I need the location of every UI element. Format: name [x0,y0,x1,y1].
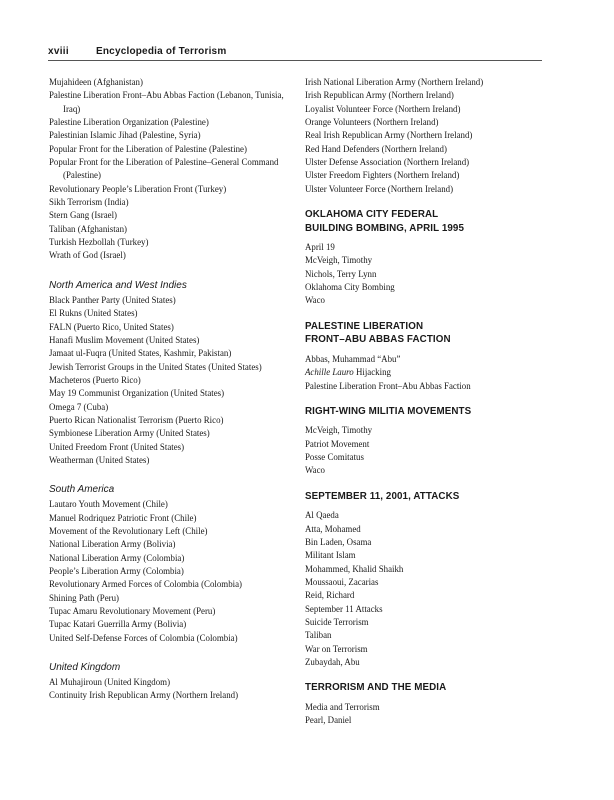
list-item: Wrath of God (Israel) [49,250,126,261]
list-item: National Liberation Army (Colombia) [49,552,185,563]
list-item: United Freedom Front (United States) [49,441,185,452]
list-item: Pearl, Daniel [305,715,352,726]
list-item: Continuity Irish Republican Army (Northern Ireland) [49,690,239,701]
running-header [48,44,542,60]
list-item: Ulster Defense Association (Northern Ireland) [305,157,470,168]
list-item: Al Muhajiroun (United Kingdom) [49,677,171,688]
list-item: Turkish Hezbollah (Turkey) [49,237,149,248]
list-item: September 11 Attacks [305,603,383,614]
list-item: Palestine Liberation Organization (Palestine) [49,117,209,128]
list-item: Suicide Terrorism [305,616,369,627]
list-item: Puerto Rican Nationalist Terrorism (Puerto Rico) [49,414,224,425]
list-item: National Liberation Army (Bolivia) [49,539,176,550]
italic-title: Achille Lauro [305,367,354,378]
list-item: Palestine Liberation Front–Abu Abbas Faction [305,380,471,391]
list-item: Irish National Liberation Army (Northern Ireland) [305,77,484,87]
list-item: Posse Comitatus [305,452,364,463]
list-item: Symbionese Liberation Army (United States) [49,428,210,439]
list-item: Popular Front for the Liberation of Palestine–General Command (Palestine) [49,157,279,181]
list-item: Black Panther Party (United States) [49,294,176,305]
section-heading-line: PALESTINE LIBERATION [305,320,424,332]
list-item: Patriot Movement [305,438,370,449]
section-heading [305,320,545,347]
region-subheading: North America and West Indies [49,279,187,291]
book-title: Encyclopedia of Terrorism [96,46,227,57]
section-heading-line: RIGHT-WING MILITIA MOVEMENTS [305,405,472,417]
list-item: Jewish Terrorist Groups in the United States (United States) [49,361,262,372]
list-item: Ulster Volunteer Force (Northern Ireland) [305,183,454,194]
list-item: Tupac Katari Guerrilla Army (Bolivia) [49,619,187,630]
list-item: People’s Liberation Army (Colombia) [49,566,184,576]
list-item: Sikh Terrorism (India) [49,197,129,208]
list-item: Manuel Rodriquez Patriotic Front (Chile) [49,512,197,523]
section-heading-line: TERRORISM AND THE MEDIA [305,682,447,694]
section-heading [305,208,545,235]
list-item: Palestinian Islamic Jihad (Palestine, Syria) [49,130,201,141]
section-heading [305,405,545,419]
list-item: Ulster Freedom Fighters (Northern Ireland) [305,170,460,181]
list-item: Tupac Amaru Revolutionary Movement (Peru) [49,606,216,617]
list-item: Weatherman (United States) [49,454,150,465]
region-subheading: South America [49,484,115,496]
list-item: Taliban (Afghanistan) [49,223,127,234]
list-item: Red Hand Defenders (Northern Ireland) [305,143,447,154]
section-heading-line: OKLAHOMA CITY FEDERAL [305,209,439,221]
list-item: Omega 7 (Cuba) [49,401,109,412]
right-column [305,76,545,728]
list-item: Moussaoui, Zacarias [305,576,379,587]
list-item: Atta, Mohamed [305,523,361,534]
list-item: McVeigh, Timothy [305,255,373,266]
list-item: War on Terrorism [305,643,368,654]
list-item: Waco [305,295,325,306]
list-item: Lautaro Youth Movement (Chile) [49,499,168,510]
list-item: Hanafi Muslim Movement (United States) [49,334,200,345]
section-heading-line: FRONT–ABU ABBAS FACTION [305,334,451,346]
list-item: Al Qaeda [305,510,339,521]
section-heading-line: BUILDING BOMBING, APRIL 1995 [305,222,465,234]
section-heading-line: SEPTEMBER 11, 2001, ATTACKS [305,490,460,502]
list-item: Loyalist Volunteer Force (Northern Ireland) [305,103,461,114]
section-heading [305,490,545,504]
list-item: Orange Volunteers (Northern Ireland) [305,117,439,128]
list-item: Revolutionary People’s Liberation Front (Turkey) [49,183,227,194]
list-item: Palestine Liberation Front–Abu Abbas Faction (Lebanon, Tunisia, Iraq) [49,90,284,114]
list-item: Mohammed, Khalid Shaikh [305,563,404,574]
list-item: Taliban [305,630,332,641]
page-number: xviii [48,46,69,57]
list-item: Shining Path (Peru) [49,592,120,603]
list-item: El Rukns (United States) [49,308,138,319]
list-item: Stern Gang (Israel) [49,210,118,221]
list-item: Nichols, Terry Lynn [305,268,377,279]
list-item: United Self-Defense Forces of Colombia (Colombia) [49,632,238,643]
list-item: Media and Terrorism [305,701,380,712]
list-item: Jamaat ul-Fuqra (United States, Kashmir, Pakistan) [49,348,232,359]
list-item: Macheteros (Puerto Rico) [49,374,141,385]
list-item: Militant Islam [305,550,356,561]
list-item: Waco [305,465,325,476]
region-subheading: United Kingdom [49,662,121,674]
list-item: Real Irish Republican Army (Northern Ireland) [305,130,473,141]
header-rule [48,60,542,61]
list-item: Reid, Richard [305,590,355,601]
list-item: FALN (Puerto Rico, United States) [49,321,174,332]
list-item: Irish Republican Army (Northern Ireland) [305,90,454,101]
list-item: April 19 [305,242,335,253]
list-item: Movement of the Revolutionary Left (Chile) [49,525,208,536]
list-item: Mujahideen (Afghanistan) [49,77,143,87]
list-item: McVeigh, Timothy [305,425,373,436]
list-item: Bin Laden, Osama [305,536,372,547]
section-heading [305,681,545,695]
list-item: Oklahoma City Bombing [305,282,395,293]
list-item: Abbas, Muhammad “Abu” [305,353,401,364]
list-item: Zubaydah, Abu [305,657,360,667]
list-item: May 19 Communist Organization (United States) [49,388,225,399]
list-item: Popular Front for the Liberation of Palestine (Palestine) [49,143,247,154]
left-column [49,76,299,703]
entry-rest: Hijacking [353,367,391,378]
list-item: Revolutionary Armed Forces of Colombia (Colombia) [49,579,243,590]
list-item [305,366,545,379]
